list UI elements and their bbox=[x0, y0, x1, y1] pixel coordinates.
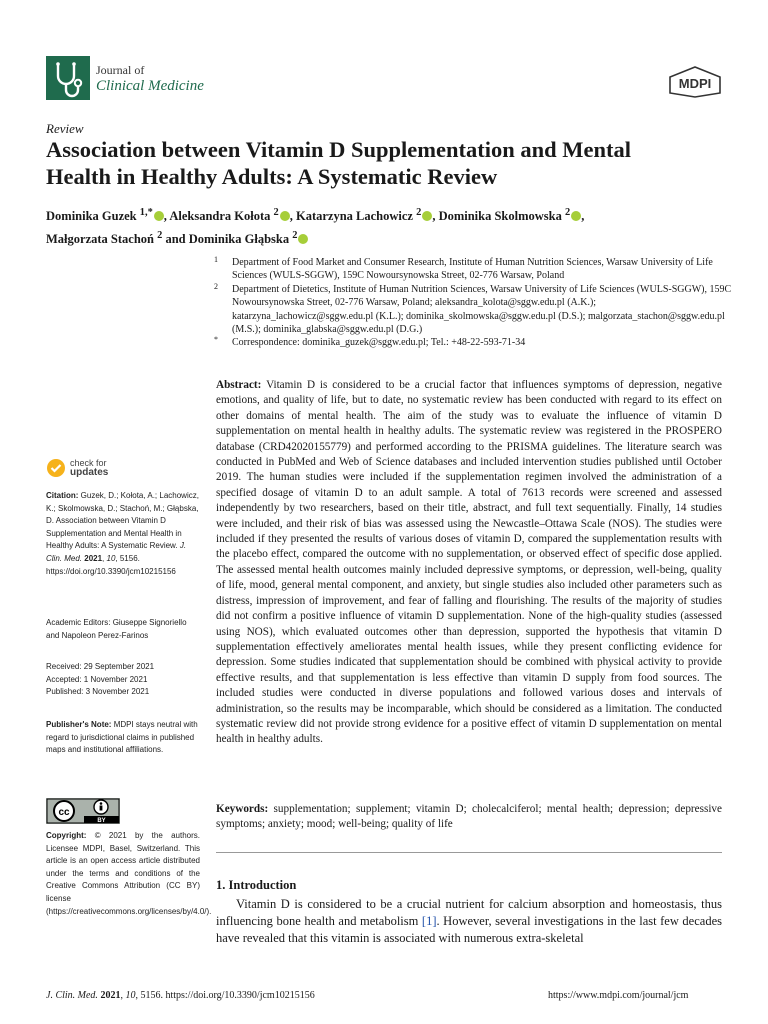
footer-doi[interactable]: , 5156. https://doi.org/10.3390/jcm10215156 bbox=[135, 990, 315, 1001]
citation-text: Guzek, D.; Kołota, A.; Lachowicz, K.; Skolmowska, D.; Stachoń, M.; Głąbska, D. Association between Vitamin D Supplementation and Mental Health in Healthy Adults: A Systematic Review. bbox=[46, 491, 199, 551]
publisher-name: MDPI bbox=[678, 76, 712, 91]
affiliation-number: 2 bbox=[214, 281, 218, 291]
publisher-note bbox=[46, 719, 200, 757]
keywords-text: supplementation; supplement; vitamin D; cholecalciferol; mental health; depression; depressive symptoms; anxiety; mood; well-being; quality of life bbox=[216, 803, 722, 831]
journal-name bbox=[96, 62, 204, 94]
journal-name-line2: Clinical Medicine bbox=[96, 78, 204, 94]
copyright-block bbox=[46, 830, 212, 918]
author-name: Aleksandra Kołota bbox=[169, 209, 271, 224]
affiliation-item bbox=[214, 256, 734, 283]
affiliation-text: Department of Dietetics, Institute of Human Nutrition Sciences, Warsaw University of Life Sciences (WULS-SGGW), 159C Nowoursynowska Street, 02-776 Warsaw, Poland; aleksandra_kolota@sggw.edu.pl (A.K.); katarzyna_lachowicz@sggw.edu.pl (K.L.); dominika_skolmowska@sggw.edu.pl (D.S.); malgorzata_stachon@sggw.edu.pl (M.S.); dominika_glabska@sggw.edu.pl (D.G.) bbox=[232, 283, 732, 336]
keywords-label: Keywords: bbox=[216, 803, 269, 815]
author-affiliation: 2 bbox=[565, 207, 571, 218]
academic-editors: Academic Editors: Giuseppe Signoriello and Napoleon Perez-Farinos bbox=[46, 618, 187, 640]
svg-text:cc: cc bbox=[58, 807, 70, 818]
abstract-label: Abstract: bbox=[216, 379, 262, 391]
published-date: Published: 3 November 2021 bbox=[46, 687, 150, 697]
received-date: Received: 29 September 2021 bbox=[46, 662, 155, 671]
author-name: Dominika Głąbska bbox=[188, 232, 290, 247]
section-divider bbox=[216, 852, 722, 853]
article-title bbox=[46, 136, 736, 190]
author-affiliation: 2 bbox=[157, 230, 163, 242]
footer-citation: J. Clin. Med. 2021, 10, 5156. https://doi.org/10.3390/jcm10215156 bbox=[46, 990, 315, 1001]
affiliation-item bbox=[214, 283, 734, 337]
check-updates-line1: check for bbox=[70, 458, 107, 468]
title-line2: Health in Healthy Adults: A Systematic Review bbox=[46, 164, 498, 189]
journal-name-line1: Journal of bbox=[96, 63, 145, 77]
orcid-icon[interactable] bbox=[154, 211, 164, 221]
citation-journal: J. Clin. Med. bbox=[46, 541, 187, 563]
publisher-note-text: MDPI stays neutral with regard to jurisdictional claims in published maps and institutional affiliations. bbox=[46, 720, 198, 755]
affiliation-text: Correspondence: dominika_guzek@sggw.edu.pl; Tel.: +48-22-593-71-34 bbox=[232, 337, 526, 349]
dates-block bbox=[46, 661, 200, 699]
author-name: Dominika Skolmowska bbox=[438, 209, 562, 224]
intro-text: Vitamin D is considered to be a crucial nutrient for calcium absorption and homeostasis, thus influencing bone health and metabolism bbox=[216, 897, 722, 928]
author-name: Katarzyna Lachowicz bbox=[295, 209, 413, 224]
citation-link[interactable]: [1] bbox=[421, 914, 437, 928]
affiliation-number: * bbox=[214, 335, 218, 345]
author-list: Dominika Guzek $^{1,*}$ , Aleksandra Kołota $^2$ , Katarzyna Lachowicz $^2$ , Dominika Skolmowska $^2$ , Małgorzata Stachoń $^2$ and Dominika Głąbska $^2$ bbox=[46, 207, 585, 247]
orcid-icon[interactable] bbox=[571, 211, 581, 221]
orcid-icon[interactable] bbox=[280, 211, 290, 221]
keywords bbox=[216, 802, 722, 833]
publisher-note-label: Publisher's Note: bbox=[46, 720, 112, 729]
citation-label: Citation: bbox=[46, 491, 79, 500]
intro-text: . However, several investigations in the last few decades have revealed that this vitamin is associated with numerous extra-skeletal bbox=[216, 914, 722, 945]
abstract-text: Vitamin D is considered to be a crucial factor that influences symptoms of depression, negative emotions, and quality of life, but to date, no systematic review has been conducted with regard to its effect on other domains of mental health. The aim of the study was to evaluate the influence of vitamin D supplementation on mental health in healthy adults. The systematic review was registered in the PROSPERO database (CRD42020155779) and performed according to the PRISMA guidelines. The literature search was conducted in PubMed and Web of Science databases and included intervention studies published until October 2019. The human studies were included if the supplementation regimen involved the administration of a specified dosage of vitamin D to an adult sample. A total of 7613 records were screened and assessed independently by two researchers, based on their title, abstract, and full text sequentially. Finally, 14 studies were included, and their risk of bias was assessed using the Newcastle–Ottawa Scale (NOS). The studies were included if they presented the results of various doses of vitamin D, compared the supplementation results with the placebo effect, compared the outcome with no supplementation, or observed effect of specific dose applied. The assessed mental health outcomes mainly included depressive symptoms, or depression, well-being, quality of life, mood, general mental component, and anxiety, but single studies also included other parameters such as distress, impression of improvement, and fear of falling and flourishing. The results of the majority of studies did not confirm a positive influence of vitamin D supplementation. None of the high-quality studies (assessed using NOS), which evaluated outcomes other than depression, supported the hypothesis that vitamin D supplementation effectively ameliorates mental health issues, while they present conflicting evidence for depression. Some studies indicated that supplementation should be combined with physical activity to provide effective results, and that supplementation is less effective than vitamin D supply from food sources. The included studies were conducted in diverse populations and followed various doses and intervals of administration, so the results may be incomparable, which should be considered as a limitation. The conducted systematic review did not provide strong evidence for a positive effect of vitamin D supplementation on mental health in healthy adults. bbox=[216, 379, 722, 746]
affiliations bbox=[214, 256, 734, 350]
check-for-updates-badge[interactable] bbox=[46, 457, 166, 481]
footer-year: 2021 bbox=[100, 990, 121, 1001]
footer-volume: 10 bbox=[125, 990, 136, 1001]
footer-journal-url[interactable]: https://www.mdpi.com/journal/jcm bbox=[548, 990, 689, 1001]
check-updates-icon bbox=[46, 458, 66, 478]
citation-block: Citation: Guzek, D.; Kołota, A.; Lachowicz, K.; Skolmowska, D.; Stachoń, M.; Głąbska, D. Association between Vitamin D Supplementation and Mental Health in Healthy Adults: A Systematic Review. J. Clin. Med. 2021, 10, 5156. https://doi.org/10.3390/jcm10215156 bbox=[46, 491, 199, 576]
introduction-paragraph bbox=[216, 896, 722, 947]
abstract bbox=[216, 378, 722, 748]
citation-volume: 10 bbox=[106, 553, 116, 563]
author-name: Dominika Guzek bbox=[46, 209, 137, 224]
mdpi-logo-icon bbox=[668, 66, 722, 98]
footer-journal: J. Clin. Med. bbox=[46, 990, 98, 1001]
copyright-label: Copyright: bbox=[46, 831, 87, 840]
orcid-icon[interactable] bbox=[298, 234, 308, 244]
article-type: Review bbox=[46, 121, 84, 136]
copyright-text: © 2021 by the authors. Licensee MDPI, Basel, Switzerland. This article is an open access article distributed under the terms and conditions of the Creative Commons Attribution (CC BY) license (https://creativecommons.org/licenses/by/4.0/). bbox=[46, 831, 212, 916]
cc-by-label: BY bbox=[97, 818, 106, 824]
author-affiliation: 2 bbox=[416, 207, 422, 218]
affiliation-item bbox=[214, 336, 734, 349]
citation-year: 2021 bbox=[84, 553, 103, 563]
section-heading: 1. Introduction bbox=[216, 878, 297, 892]
author-affiliation: 1,* bbox=[139, 207, 153, 218]
journal-logo-icon bbox=[46, 56, 90, 100]
cc-by-license-icon[interactable] bbox=[46, 798, 120, 824]
author-affiliation: 2 bbox=[292, 230, 298, 242]
orcid-icon[interactable] bbox=[422, 211, 432, 221]
author-affiliation: 2 bbox=[273, 207, 279, 218]
accepted-date: Accepted: 1 November 2021 bbox=[46, 674, 148, 684]
affiliation-number: 1 bbox=[214, 255, 218, 264]
author-name: Małgorzata Stachoń bbox=[46, 232, 154, 247]
citation-doi[interactable]: , 5156. https://doi.org/10.3390/jcm10215156 bbox=[46, 553, 176, 576]
title-line1: Association between Vitamin D Supplementation and Mental bbox=[46, 137, 632, 162]
check-updates-line2: updates bbox=[70, 467, 109, 478]
affiliation-text: Department of Food Market and Consumer Research, Institute of Human Nutrition Sciences, Warsaw University of Life Sciences (WULS-SGGW), 159C Nowoursynowska Street, 02-776 Warsaw, Poland bbox=[232, 257, 713, 282]
